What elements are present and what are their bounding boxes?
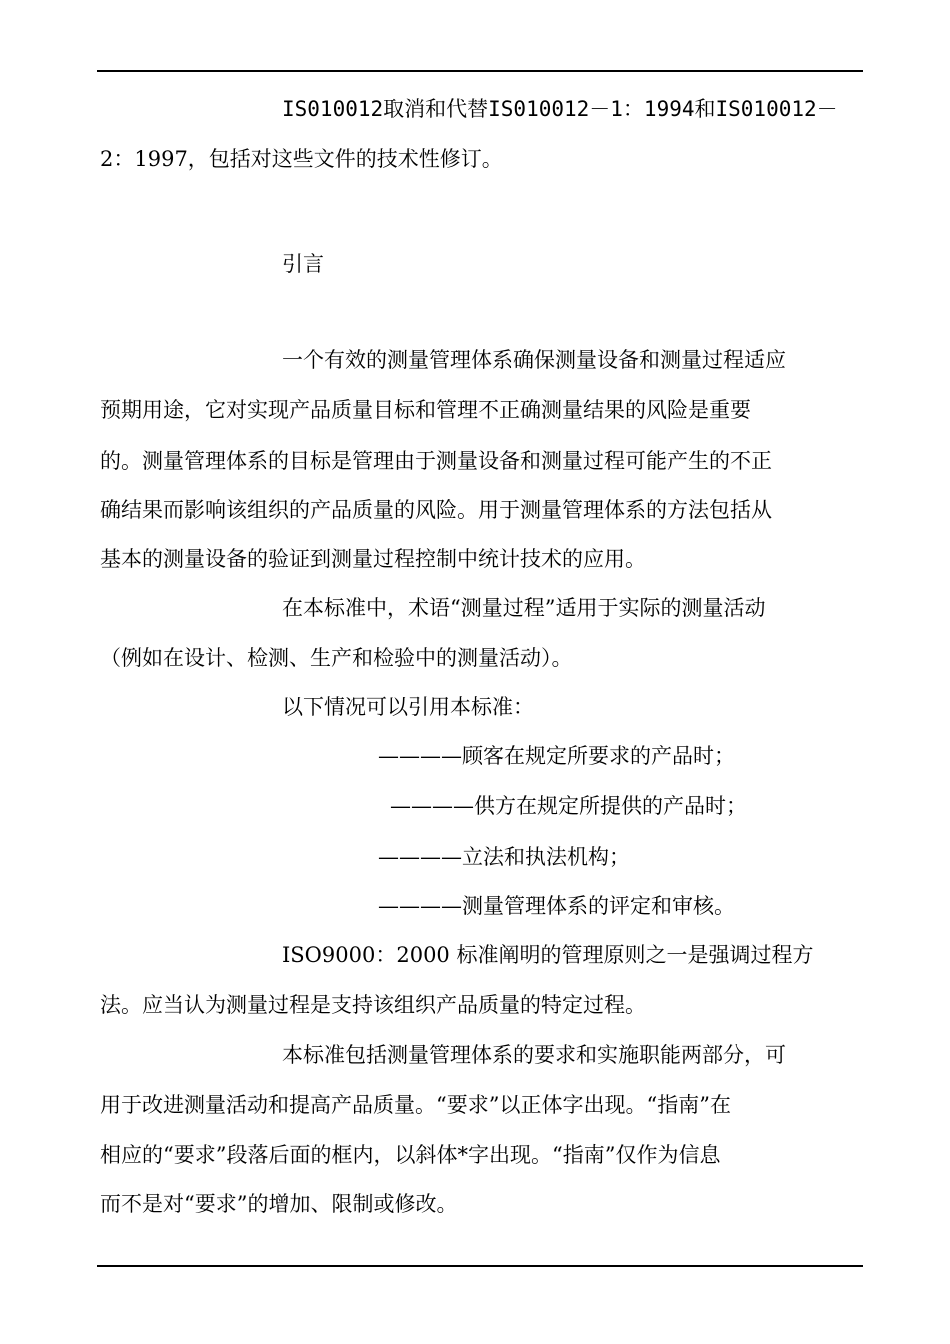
- list-item-1: ————顾客在规定所要求的产品时；: [378, 744, 735, 768]
- text-line-9: 在本标准中，术语“测量过程”适用于实际的测量活动: [282, 596, 766, 620]
- list-item-4: ————测量管理体系的评定和审核。: [378, 894, 735, 918]
- footer-rule: [97, 1265, 863, 1267]
- text-line-18: 本标准包括测量管理体系的要求和实施职能两部分，可: [282, 1043, 786, 1067]
- list-item-3: ————立法和执法机构；: [378, 845, 630, 869]
- text-line-4: 一个有效的测量管理体系确保测量设备和测量过程适应: [282, 348, 786, 372]
- text-line-16: ISO9000：2000 标准阐明的管理原则之一是强调过程方: [282, 943, 814, 967]
- text-line-8: 基本的测量设备的验证到测量过程控制中统计技术的应用。: [100, 547, 646, 571]
- text-line-20: 相应的“要求”段落后面的框内，以斜体*字出现。“指南”仅作为信息: [100, 1143, 721, 1167]
- text-line-6: 的。测量管理体系的目标是管理由于测量设备和测量过程可能产生的不正: [100, 449, 772, 473]
- text-line-10: （例如在设计、检测、生产和检验中的测量活动）。: [100, 646, 573, 670]
- text-line-21: 而不是对“要求”的增加、限制或修改。: [100, 1192, 458, 1216]
- header-rule: [97, 70, 863, 72]
- text-line-7: 确结果而影响该组织的产品质量的风险。用于测量管理体系的方法包括从: [100, 498, 772, 522]
- text-line-5: 预期用途，它对实现产品质量目标和管理不正确测量结果的风险是重要: [100, 398, 751, 422]
- text-line-19: 用于改进测量活动和提高产品质量。“要求”以正体字出现。“指南”在: [100, 1093, 731, 1117]
- section-heading-introduction: 引言: [282, 252, 324, 276]
- text-line-2: 2：1997，包括对这些文件的技术性修订。: [100, 147, 503, 171]
- text-line-1: IS010012取消和代替IS010012－1：1994和IS010012－: [282, 97, 838, 121]
- list-item-2: ————供方在规定所提供的产品时；: [390, 794, 747, 818]
- text-line-17: 法。应当认为测量过程是支持该组织产品质量的特定过程。: [100, 993, 646, 1017]
- text-line-11: 以下情况可以引用本标准：: [282, 695, 534, 719]
